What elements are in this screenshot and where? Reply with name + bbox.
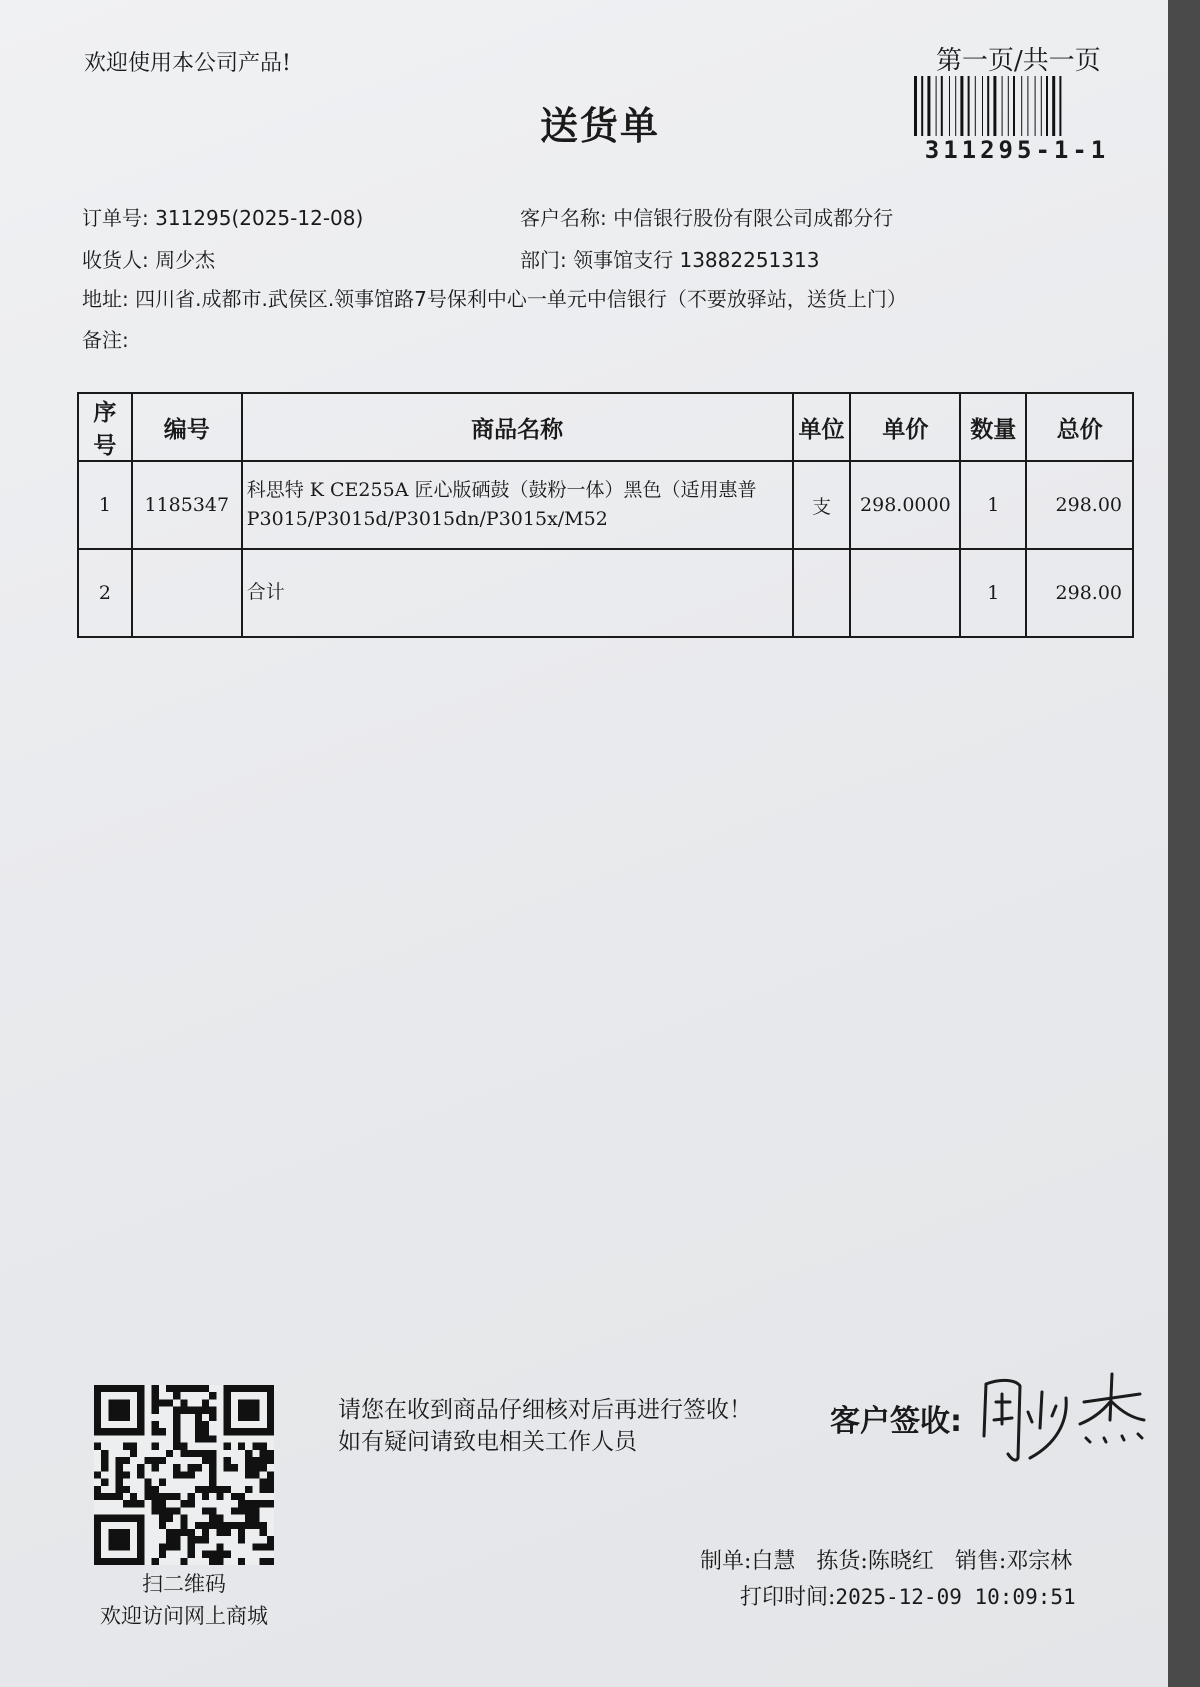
items-table bbox=[77, 392, 1134, 638]
recipient bbox=[82, 244, 215, 273]
remark bbox=[82, 324, 129, 353]
barcode-number: 311295-1-1 bbox=[924, 136, 1110, 164]
cell-seq: 1 bbox=[78, 461, 132, 549]
header-total: 总价 bbox=[1026, 393, 1133, 461]
header-unit: 单位 bbox=[793, 393, 851, 461]
address-value: 四川省.成都市.武侯区.领事馆路7号保利中心一单元中信银行（不要放驿站，送货上门） bbox=[135, 287, 907, 311]
picker-text: 拣货:陈晓红 bbox=[816, 1549, 934, 1574]
page-indicator: 第一页/共一页 bbox=[936, 46, 1101, 76]
cell-price: 298.0000 bbox=[850, 461, 960, 549]
recipient-label: 收货人: bbox=[82, 248, 149, 272]
cell-name: 科思特 K CE255A 匠心版硒鼓（鼓粉一体）黑色（适用惠普P3015/P3015d/P3015dn/P3015x/M52 bbox=[242, 461, 793, 549]
customer-name-value: 中信银行股份有限公司成都分行 bbox=[613, 206, 894, 230]
order-number bbox=[82, 202, 363, 231]
order-number-label: 订单号: bbox=[82, 206, 149, 230]
table-row bbox=[78, 549, 1133, 637]
header-seq: 序号 bbox=[78, 393, 132, 461]
print-time-label: 打印时间: bbox=[740, 1585, 836, 1610]
welcome-text: 欢迎使用本公司产品! bbox=[84, 51, 291, 76]
document-title: 送货单 bbox=[539, 104, 660, 148]
cell-seq: 2 bbox=[78, 549, 132, 637]
print-time-value: 2025-12-09 10:09:51 bbox=[835, 1585, 1076, 1609]
cell-qty: 1 bbox=[960, 549, 1026, 637]
customer-sign-label: 客户签收: bbox=[830, 1404, 962, 1439]
header-qty: 数量 bbox=[960, 393, 1026, 461]
qr-caption-visit: 欢迎访问网上商城 bbox=[100, 1604, 268, 1628]
cell-unit: 支 bbox=[793, 461, 851, 549]
qr-code-icon bbox=[94, 1385, 274, 1565]
handwritten-signature bbox=[972, 1362, 1157, 1467]
cell-price bbox=[850, 549, 960, 637]
customer-name-label: 客户名称: bbox=[520, 206, 607, 230]
staff-info bbox=[700, 1544, 1086, 1575]
department bbox=[520, 244, 819, 273]
print-time bbox=[740, 1580, 1076, 1611]
recipient-value: 周少杰 bbox=[155, 248, 216, 272]
header-code: 编号 bbox=[132, 393, 242, 461]
cell-qty: 1 bbox=[960, 461, 1026, 549]
address bbox=[82, 283, 907, 312]
cell-unit bbox=[793, 549, 851, 637]
cell-total: 298.00 bbox=[1026, 461, 1133, 549]
header-name: 商品名称 bbox=[242, 393, 793, 461]
cell-name: 合计 bbox=[242, 549, 793, 637]
remark-label: 备注: bbox=[82, 328, 129, 352]
table-header-row bbox=[78, 393, 1133, 461]
notice-text: 请您在收到商品仔细核对后再进行签收！如有疑问请致电相关工作人员 bbox=[338, 1397, 752, 1456]
sales-text: 销售:邓宗林 bbox=[954, 1549, 1073, 1574]
department-value: 领事馆支行 13882251313 bbox=[573, 248, 820, 272]
address-label: 地址: bbox=[82, 287, 129, 311]
cell-code: 1185347 bbox=[132, 461, 242, 549]
customer-name bbox=[520, 202, 893, 231]
cell-code bbox=[132, 549, 242, 637]
maker-text: 制单:白慧 bbox=[700, 1549, 796, 1574]
order-number-value: 311295(2025-12-08) bbox=[155, 206, 364, 230]
department-label: 部门: bbox=[520, 248, 567, 272]
cell-total: 298.00 bbox=[1026, 549, 1133, 637]
table-row bbox=[78, 461, 1133, 549]
qr-caption-scan: 扫二维码 bbox=[142, 1572, 226, 1596]
header-price: 单价 bbox=[850, 393, 960, 461]
